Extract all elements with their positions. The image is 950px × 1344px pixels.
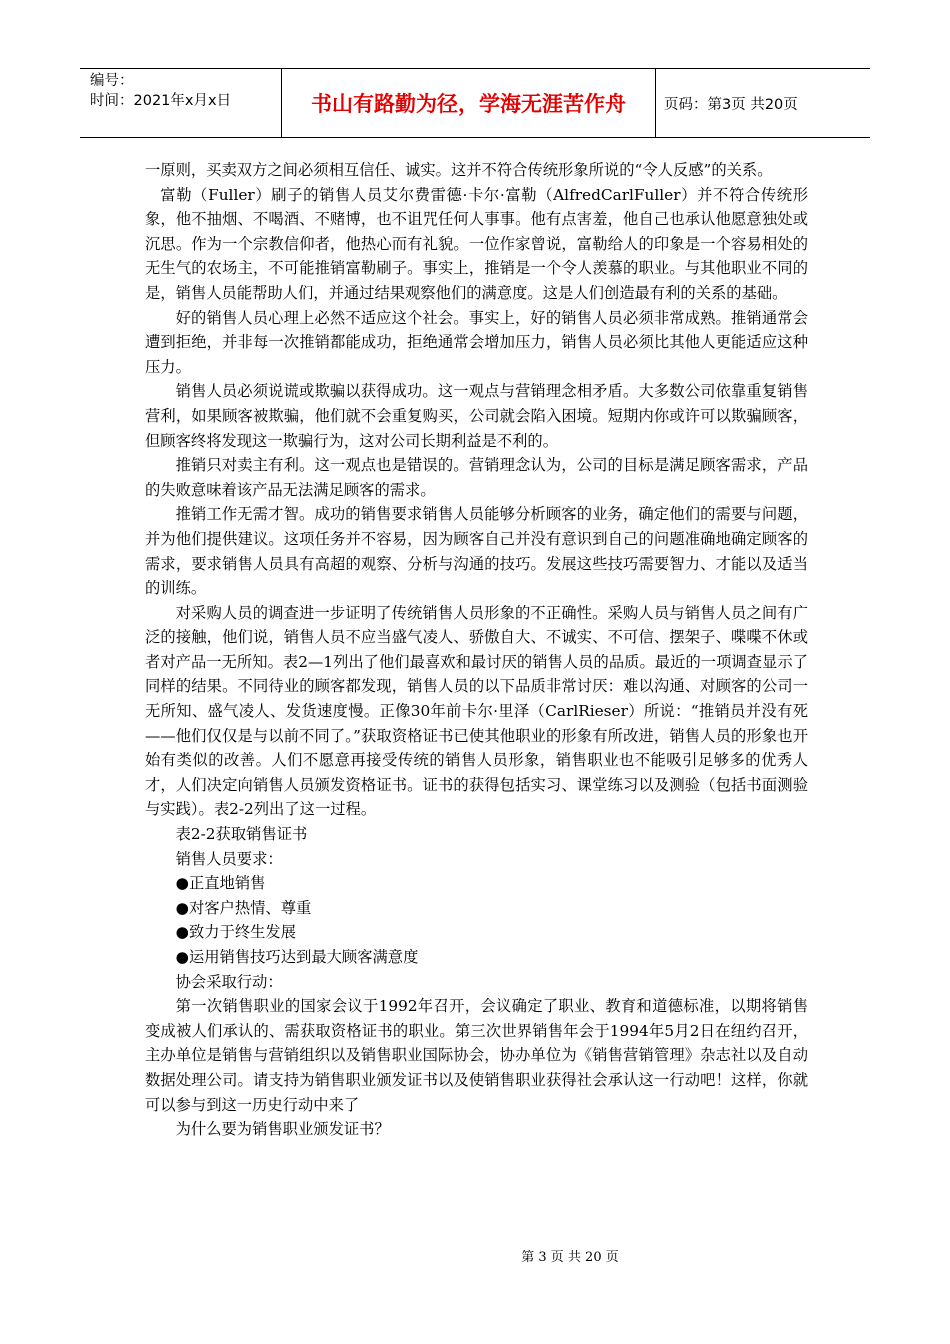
paragraph: 表2-2获取销售证书: [175, 825, 308, 844]
paragraph: 为什么要为销售职业颁发证书？: [175, 1120, 390, 1139]
paragraph: ●对客户热情、尊重: [175, 898, 312, 917]
paragraph: ●正直地销售: [175, 874, 266, 893]
document-body: [145, 158, 808, 1142]
header-info-cell: [80, 69, 282, 137]
paragraph: ●致力于终生发展: [175, 923, 297, 942]
paragraph: 富勒（Fuller）刷子的销售人员艾尔费雷德·卡尔·富勒（AlfredCarlFuller）并不符合传统形象，他不抽烟、不喝酒、不赌博，也不诅咒任何人事事。他有点害羞，他自己也承认他愿意独处或沉思。作为一个宗教信仰者，他热心而有礼貌。一位作家曾说，富勒给人的印象是一个容易相处的无生气的农场主，不可能推销富勒刷子。事实上，推销是一个令人羡慕的职业。与其他职业不同的是，销售人员能帮助人们，并通过结果观察他们的满意度。这是人们创造最有利的关系的基础。: [145, 185, 808, 302]
header-page-info: 页码：第3页 共20页: [664, 96, 798, 113]
paragraph: 推销只对卖主有利。这一观点也是错误的。营销理念认为，公司的目标是满足顾客需求，产品的失败意味着该产品无法满足顾客的需求。: [145, 456, 808, 499]
paragraph: 好的销售人员心理上必然不适应这个社会。事实上，好的销售人员必须非常成熟。推销通常会遭到拒绝，并非每一次推销都能成功，拒绝通常会增加压力，销售人员必须比其他人更能适应这种压力。: [145, 308, 808, 376]
page-footer: 第 3 页 共 20 页: [521, 1250, 619, 1265]
header-motto: 书山有路勤为径，学海无涯苦作舟: [282, 69, 656, 137]
paragraph: 销售人员必须说谎或欺骗以获得成功。这一观点与营销理念相矛盾。大多数公司依靠重复销售营利，如果顾客被欺骗，他们就不会重复购买，公司就会陷入困境。短期内你或许可以欺骗顾客，但顾客终将发现这一欺骗行为，这对公司长期利益是不利的。: [145, 382, 808, 450]
doc-number-label: 编号：: [90, 73, 134, 89]
paragraph: 协会采取行动：: [175, 972, 283, 991]
paragraph: 销售人员要求：: [175, 849, 283, 868]
paragraph: 一原则，买卖双方之间必须相互信任、诚实。这并不符合传统形象所说的“令人反感”的关系。: [145, 161, 773, 179]
paragraph: ●运用销售技巧达到最大顾客满意度: [175, 948, 419, 966]
paragraph: 推销工作无需才智。成功的销售要求销售人员能够分析顾客的业务，确定他们的需要与问题，并为他们提供建议。这项任务并不容易，因为顾客自己并没有意识到自己的问题准确地确定顾客的需求，要求销售人员具有高超的观察、分析与沟通的技巧。发展这些技巧需要智力、才能以及适当的训练。: [145, 505, 808, 598]
doc-date-label: 时间：2021年x月x日: [90, 93, 232, 109]
page-header: [80, 68, 870, 138]
paragraph: 对采购人员的调查进一步证明了传统销售人员形象的不正确性。采购人员与销售人员之间有广泛的接触，他们说，销售人员不应当盛气凌人、骄傲自大、不诚实、不可信、摆架子、喋喋不休或者对产品一无所知。表2—1列出了他们最喜欢和最讨厌的销售人员的品质。最近的一项调查显示了同样的结果。不同待业的顾客都发现，销售人员的以下品质非常讨厌：难以沟通、对顾客的公司一无所知、盛气凌人、发货速度慢。正像30年前卡尔·里泽（CarlRieser）所说：“推销员并没有死——他们仅仅是与以前不同了。”获取资格证书已使其他职业的形象有所改进，销售人员的形象也开始有类似的改善。人们不愿意再接受传统的销售人员形象，销售职业也不能吸引足够多的优秀人才，人们决定向销售人员颁发资格证书。证书的获得包括实习、课堂练习以及测验（包括书面测验与实践）。表2-2列出了这一过程。: [145, 603, 808, 819]
paragraph: 第一次销售职业的国家会议于1992年召开，会议确定了职业、教育和道德标准，以期将销售变成被人们承认的、需获取资格证书的职业。第三次世界销售年会于1994年5月2日在纽约召开，主办单位是销售与营销组织以及销售职业国际协会，协办单位为《销售营销管理》杂志社以及自动数据处理公司。请支持为销售职业颁发证书以及使销售职业获得社会承认这一行动吧！这样，你就可以参与到这一历史行动中来了: [145, 997, 808, 1114]
